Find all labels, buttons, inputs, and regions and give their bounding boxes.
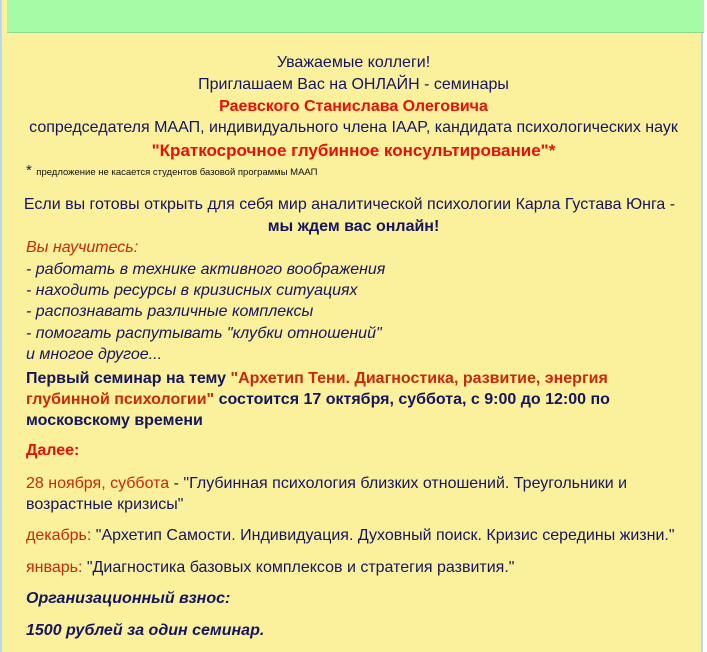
next-item-date: декабрь: bbox=[26, 527, 92, 544]
next-item-title-cont: возрастные кризисы" bbox=[26, 496, 184, 513]
speaker-title: сопредседателя МААП, индивидуального члена IAAP, кандидата психологических наук bbox=[29, 119, 678, 136]
next-item-title: "Глубинная психология близких отношений. Треугольники и bbox=[183, 475, 628, 492]
first-seminar-timezone: московскому времени bbox=[26, 412, 203, 429]
learn-item: - распознавать различные комплексы bbox=[26, 303, 314, 320]
next-item-title: "Диагностика базовых комплексов и стратегия развития." bbox=[86, 559, 515, 576]
next-item-title: "Архетип Самости. Индивидуация. Духовный поиск. Кризис середины жизни." bbox=[95, 527, 675, 544]
fee-price: 1500 рублей за один семинар. bbox=[26, 622, 265, 639]
intro-line: Если вы готовы открыть для себя мир аналитической психологии Карла Густава Юнга - bbox=[23, 196, 676, 213]
next-item-date: 28 ноября, суббота bbox=[26, 475, 170, 492]
next-item-date: январь: bbox=[26, 559, 83, 576]
first-seminar bbox=[26, 368, 686, 431]
greeting: Уважаемые коллеги! bbox=[276, 54, 431, 71]
learn-item: - находить ресурсы в кризисных ситуациях bbox=[26, 282, 358, 299]
next-heading: Далее: bbox=[26, 442, 80, 459]
learn-item: - помогать распутывать "клубки отношений" bbox=[26, 325, 382, 342]
top-bar bbox=[7, 0, 704, 33]
footnote-text: предложение не касается студентов базовой программы МААП bbox=[36, 167, 318, 178]
first-seminar-topic-cont: глубинной психологии" bbox=[26, 391, 215, 408]
footnote bbox=[26, 162, 318, 180]
welcome-line: мы ждем вас онлайн! bbox=[267, 218, 440, 235]
next-item bbox=[26, 559, 696, 577]
learn-item: и многое другое... bbox=[26, 346, 163, 363]
fee-heading: Организационный взнос: bbox=[26, 590, 231, 607]
invite-line: Приглашаем Вас на ОНЛАЙН - семинары bbox=[198, 76, 509, 93]
next-item bbox=[26, 527, 696, 545]
footnote-star: * bbox=[26, 162, 32, 179]
next-item: 28 ноября, суббота - "Глубинная психология близких отношений. Треугольники и возрастные кризисы" bbox=[26, 475, 628, 513]
learn-item: - работать в технике активного воображения bbox=[26, 261, 386, 278]
first-seminar-topic: "Архетип Тени. Диагностика, развитие, энергия bbox=[230, 370, 608, 387]
speaker-name: Раевского Станислава Олеговича bbox=[219, 98, 488, 115]
seminar-title: "Краткосрочное глубинное консультирование"* bbox=[151, 141, 556, 160]
learn-heading: Вы научитесь: bbox=[26, 239, 139, 256]
first-seminar-date: состоится 17 октября, суббота, с 9:00 до 12:00 по bbox=[214, 391, 610, 408]
first-seminar-prefix: Первый семинар на тему bbox=[26, 370, 231, 387]
